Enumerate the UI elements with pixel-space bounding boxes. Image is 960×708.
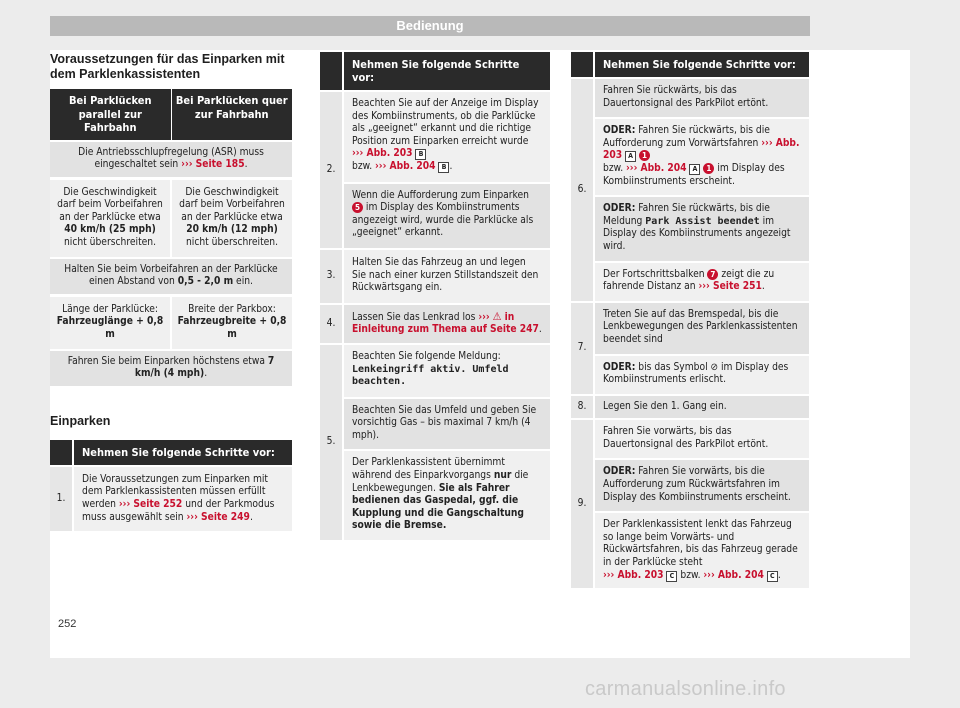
table-row [320,450,550,540]
step-number: 9. [571,419,594,588]
warning-icon: ⚠ [492,309,502,323]
right-column [571,52,809,588]
table-row [320,249,550,304]
step-text: Fahren Sie vorwärts, bis das Dauertonsignal des ParkPilot ertönt. [594,419,809,459]
steps-table-header: Nehmen Sie folgende Schritte vor: [594,52,809,78]
step-text: ODER: Fahren Sie rückwärts, bis die Meldung Park Assist beendet im Display des Kombiinstruments angezeigt wird. [594,196,809,261]
callout-circle: 5 [352,202,363,213]
speed-parallel: Die Geschwindigkeit darf beim Vorbeifahren an der Parklücke etwa 40 km/h (25 mph) nicht überschreiten. [50,180,170,257]
header-cross: Bei Parklücken quer zur Fahrbahn [171,89,293,140]
figure-link[interactable]: ››› Abb. 203 [603,137,800,162]
table-row [320,91,550,183]
distance-requirement: Halten Sie beim Vorbeifahren an der Parklücke einen Abstand von 0,5 - 2,0 m ein. [50,259,292,295]
step-text: Wenn die Aufforderung zum Einparken 5 im Display des Kombiinstruments angezeigt wird, wurde die Parklücke als „geeignet“ erkannt. [343,183,550,249]
step-text: Beachten Sie auf der Anzeige im Display des Kombiinstruments, ob die Parklücke als „geeignet“ erkannt und die richtige Position zum Einparken erreicht wurde ››› Abb. 203 B bzw. ››› Abb. 204 B . [343,91,550,183]
table-row [571,355,809,395]
steps-table-header: Nehmen Sie folgende Schritte vor: [73,440,292,466]
table-row [571,302,809,355]
callout-circle: 7 [707,269,718,280]
table-row [320,344,550,398]
callout-box: A [625,151,636,162]
left-column [50,52,292,531]
table-row [571,419,809,459]
table-row [571,78,809,118]
callout-box: B [415,149,426,160]
step-number: 8. [571,395,594,420]
step-text: ODER: bis das Symbol ⊘ im Display des Kombiinstruments erlischt. [594,355,809,395]
table-row [571,395,809,420]
callout-circle: 1 [639,150,650,161]
intro-link[interactable]: in Einleitung zum Thema auf Seite 247 [352,311,539,336]
figure-link[interactable]: ››› Abb. 204 [703,569,764,581]
table-row [571,459,809,512]
display-message: Park Assist beendet [645,215,760,227]
callout-box: C [767,571,778,582]
watermark: carmanualsonline.info [585,678,786,700]
step-text: Lassen Sie das Lenkrad los ››› ⚠ in Einleitung zum Thema auf Seite 247. [343,304,550,344]
callout-box: C [666,571,677,582]
page-link[interactable]: ››› Seite 252 [118,499,183,510]
max-speed-requirement: Fahren Sie beim Einparken höchstens etwa 7 km/h (4 mph). [50,351,292,387]
step-number: 1. [50,466,73,531]
table-row [320,183,550,249]
gap-length-parallel: Länge der Parklücke: Fahrzeuglänge + 0,8 m [50,297,170,349]
steering-wheel-icon: ⊘ [710,361,719,373]
table-row [571,262,809,302]
step-text: Der Parklenkassistent lenkt das Fahrzeug so lange beim Vorwärts- und Rückwärtsfahren, bis das Fahrzeug gerade in der Parklücke steht ››› Abb. 203 C bzw. ››› Abb. 204 C . [594,512,809,588]
step-text: ODER: Fahren Sie vorwärts, bis die Aufforderung zum Rückwärtsfahren im Display des Kombiinstruments erscheint. [594,459,809,512]
step-text: Legen Sie den 1. Gang ein. [594,395,809,420]
table-row [571,196,809,261]
steps-table-header: Nehmen Sie folgende Schritte vor: [343,52,550,91]
table-row [320,304,550,344]
asr-requirement: Die Antriebsschlupfregelung (ASR) muss eingeschaltet sein ››› Seite 185. [50,142,292,178]
table-row [320,398,550,451]
page-number: 252 [58,618,77,630]
steps-table-right [571,52,809,588]
gap-size-requirements [50,297,292,349]
step-text: Der Parklenkassistent übernimmt während des Einparkvorgangs nur die Lenkbewegungen. Sie als Fahrer bedienen das Gaspedal, ggf. die Kupplung und die Gangschaltung sowie die Bremse. [343,450,550,540]
step-number: 2. [320,91,343,249]
speed-cross: Die Geschwindigkeit darf beim Vorbeifahren an der Parklücke etwa 20 km/h (12 mph) nicht überschreiten. [172,180,292,257]
gap-width-cross: Breite der Parkbox: Fahrzeugbreite + 0,8 m [172,297,292,349]
figure-link[interactable]: ››› Abb. 203 [352,148,413,160]
header-parallel: Bei Parklücken parallel zur Fahrbahn [68,94,152,134]
step-text: ODER: Fahren Sie rückwärts, bis die Aufforderung zum Vorwärtsfahren ››› Abb. 203 A 1 bzw. ››› Abb. 204 A 1 im Display des Kombiinstruments erscheint. [594,118,809,196]
step-text: Beachten Sie das Umfeld und geben Sie vorsichtig Gas – bis maximal 7 km/h (4 mph). [343,398,550,451]
page-link[interactable]: ››› Seite 249 [186,511,250,523]
table-row [571,512,809,588]
einparken-steps-table [50,440,292,531]
callout-box: A [689,164,700,175]
step-number: 3. [320,249,343,304]
requirements-table-header [50,89,292,140]
step-number: 5. [320,344,343,540]
table-row [50,466,292,531]
figure-link[interactable]: ››› Abb. 204 [626,162,687,174]
step-text: Der Fortschrittsbalken 7 zeigt die zu fahrende Distanz an ››› Seite 251. [594,262,809,302]
step-text: Die Voraussetzungen zum Einparken mit dem Parklenkassistenten müssen erfüllt werden ››› Seite 252 und der Parkmodus muss ausgewählt sein ››› Seite 249. [73,466,292,531]
table-row [571,118,809,196]
einparken-heading: Einparken [50,413,111,428]
figure-link[interactable]: ››› Abb. 203 [603,569,664,581]
page-link[interactable]: ››› Seite 251 [698,281,762,293]
step-text: Treten Sie auf das Bremspedal, bis die Lenkbewegungen des Parklenkassistenten beendet sind [594,302,809,355]
middle-column [320,52,550,540]
display-message: Lenkeingriff aktiv. Umfeld beachten. [352,363,509,388]
asr-page-link[interactable]: ››› Seite 185 [181,159,245,171]
step-number: 6. [571,78,594,302]
figure-link[interactable]: ››› Abb. 204 [375,160,436,172]
step-text: Beachten Sie folgende Meldung: Lenkeingriff aktiv. Umfeld beachten. [343,344,550,398]
callout-box: B [438,162,449,173]
section-header [50,16,810,36]
section-title: Bedienung [396,18,464,33]
step-number: 4. [320,304,343,344]
speed-requirements [50,180,292,257]
callout-circle: 1 [703,163,714,174]
step-number: 7. [571,302,594,395]
steps-table-middle [320,52,550,540]
step-text: Fahren Sie rückwärts, bis das Dauertonsignal des ParkPilot ertönt. [594,78,809,118]
step-text: Halten Sie das Fahrzeug an und legen Sie nach einer kurzen Stillstandszeit den Rückwärtsgang ein. [343,249,550,304]
requirements-heading: Voraussetzungen für das Einparken mit dem Parklenkassistenten [50,52,285,81]
